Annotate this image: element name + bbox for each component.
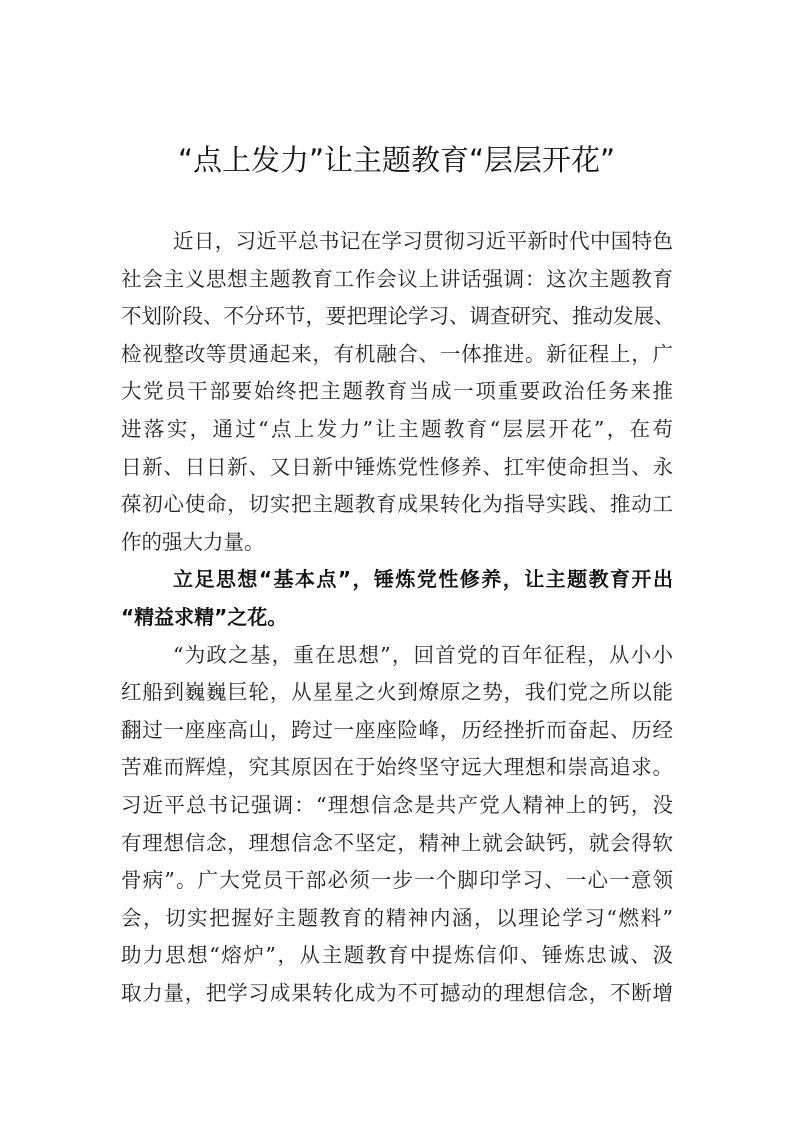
- text-line: 日新、日日新、又日新中锤炼党性修养、扛牢使命担当、永: [121, 454, 673, 479]
- text-line: 红船到巍巍巨轮，从星星之火到燎原之势，我们党之所以能: [121, 680, 673, 705]
- text-line: 社会主义思想主题教育工作会议上讲话强调：这次主题教育: [121, 266, 673, 291]
- section-heading: [121, 561, 673, 636]
- heading-line: “精益求精”之花。: [121, 604, 288, 629]
- text-line: 骨病”。广大党员干部必须一步一个脚印学习、一心一意领: [121, 868, 673, 893]
- text-line: 作的强大力量。: [121, 529, 265, 554]
- heading-line: 立足思想“基本点”，锤炼党性修养，让主题教育开出: [173, 567, 673, 592]
- text-line: “为政之基，重在思想”，回首党的百年征程，从小小: [173, 642, 673, 667]
- document-body: [121, 223, 673, 1012]
- text-line: 检视整改等贯通起来，有机融合、一体推进。新征程上，广: [121, 341, 673, 366]
- text-line: 会，切实把握好主题教育的精神内涵，以理论学习“燃料”: [121, 905, 673, 930]
- paragraph-intro: [121, 223, 673, 561]
- text-line: 翻过一座座高山，跨过一座座险峰，历经挫折而奋起、历经: [121, 717, 673, 742]
- text-line: 近日，习近平总书记在学习贯彻习近平新时代中国特色: [173, 229, 673, 253]
- text-line: 大党员干部要始终把主题教育当成一项重要政治任务来推: [121, 379, 673, 404]
- text-line: 取力量，把学习成果转化成为不可撼动的理想信念，不断增: [121, 980, 673, 1005]
- text-line: 葆初心使命，切实把主题教育成果转化为指导实践、推动工: [121, 492, 673, 517]
- text-line: 助力思想“熔炉”，从主题教育中提炼信仰、锤炼忠诚、汲: [121, 943, 673, 968]
- paragraph-body: [121, 637, 673, 1013]
- text-line: 习近平总书记强调：“理想信念是共产党人精神上的钙，没: [121, 792, 673, 817]
- document-title: “点上发力”让主题教育“层层开花”: [177, 143, 616, 177]
- text-line: 进落实，通过“点上发力”让主题教育“层层开花”，在苟: [121, 416, 673, 441]
- text-line: 有理想信念，理想信念不坚定，精神上就会缺钙，就会得软: [121, 830, 673, 855]
- text-line: 苦难而辉煌，究其原因在于始终坚守远大理想和崇高追求。: [121, 755, 673, 780]
- text-line: 不划阶段、不分环节，要把理论学习、调查研究、推动发展、: [121, 304, 675, 329]
